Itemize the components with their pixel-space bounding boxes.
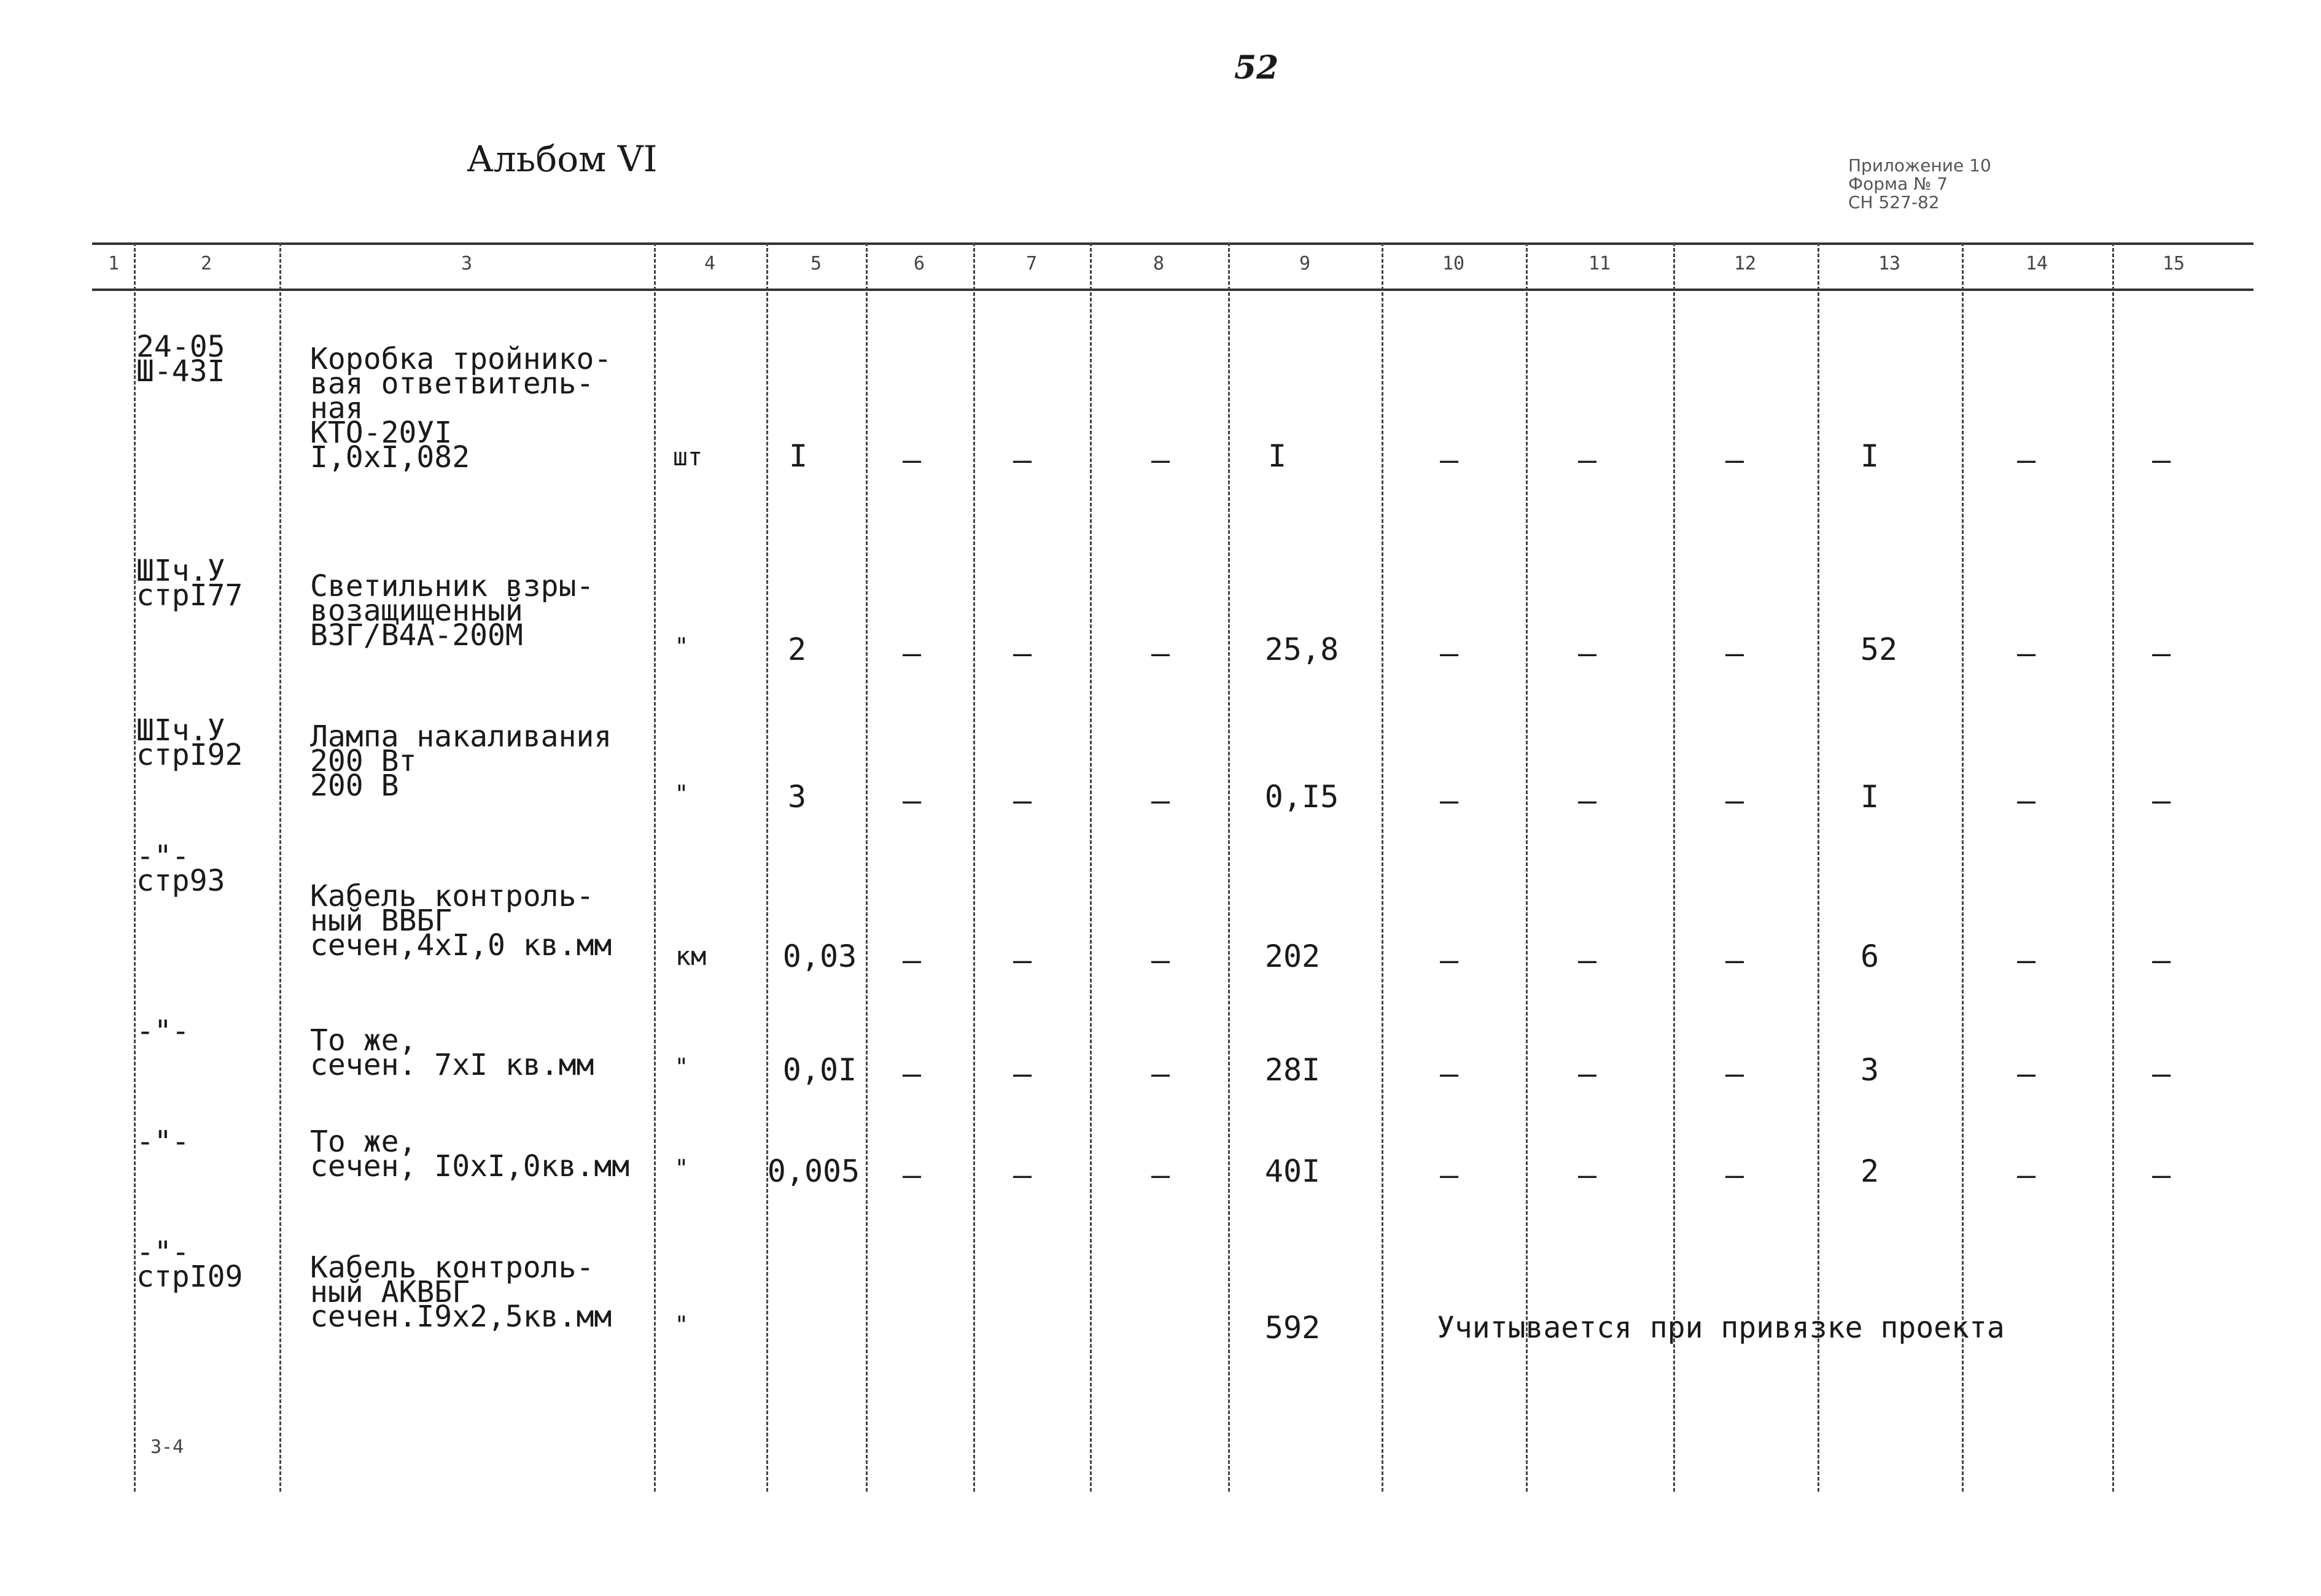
dash-cell: –: [1725, 783, 1744, 818]
dash-cell: –: [2016, 1157, 2036, 1193]
dash-cell: –: [1725, 1157, 1744, 1193]
value-cell: 6: [1860, 939, 1880, 974]
appendix-stamp: [1848, 157, 1991, 212]
ref-cell: -"- стр93: [136, 839, 225, 898]
dash-cell: –: [902, 783, 922, 818]
value-cell: 25,8: [1264, 632, 1339, 667]
dash-cell: –: [1725, 442, 1744, 478]
ref-cell: ШIч.У стрI77: [136, 554, 243, 613]
column-divider: [134, 242, 136, 1492]
column-header: 3: [461, 253, 473, 274]
qty-cell: 0,005: [767, 1153, 860, 1189]
column-header: 4: [704, 253, 716, 274]
dash-cell: –: [2152, 442, 2171, 478]
dash-cell: –: [1439, 783, 1459, 818]
dash-cell: –: [1013, 635, 1032, 671]
appendix-line-1: Приложение 10: [1848, 155, 1991, 176]
column-header: 5: [810, 253, 822, 274]
page-number: 52: [1234, 49, 1279, 87]
dash-cell: –: [1577, 635, 1597, 671]
column-divider: [2112, 242, 2114, 1492]
unit-cell: ": [674, 633, 689, 660]
dash-cell: –: [1439, 635, 1459, 671]
column-divider: [654, 242, 656, 1492]
dash-cell: –: [1577, 442, 1597, 478]
dash-cell: –: [902, 942, 922, 978]
table-top-rule: [92, 242, 2253, 245]
appendix-line-2: Форма № 7: [1848, 174, 1948, 194]
value-cell: I: [1860, 438, 1880, 474]
dash-cell: –: [2016, 1056, 2036, 1091]
dash-cell: –: [1577, 1056, 1597, 1091]
dash-cell: –: [1151, 1157, 1170, 1193]
dash-cell: –: [1013, 783, 1032, 818]
qty-cell: 3: [787, 779, 807, 815]
dash-cell: –: [1725, 635, 1744, 671]
dash-cell: –: [1151, 442, 1170, 478]
column-header: 12: [1733, 253, 1757, 274]
column-header: 9: [1299, 253, 1311, 274]
dash-cell: –: [902, 442, 922, 478]
dash-cell: –: [2016, 442, 2036, 478]
unit-cell: ": [674, 1155, 689, 1182]
dash-cell: –: [1151, 942, 1170, 978]
dash-cell: –: [1151, 783, 1170, 818]
column-divider: [1090, 242, 1092, 1492]
appendix-line-3: СН 527-82: [1848, 192, 1940, 212]
column-header: 6: [913, 253, 925, 274]
dash-cell: –: [2016, 942, 2036, 978]
column-divider: [973, 242, 975, 1492]
column-divider: [1962, 242, 1964, 1492]
dash-cell: –: [1151, 1056, 1170, 1091]
column-header: 8: [1153, 253, 1165, 274]
dash-cell: –: [902, 1157, 922, 1193]
dash-cell: –: [2152, 783, 2171, 818]
column-divider: [1228, 242, 1230, 1492]
qty-cell: 0,0I: [782, 1052, 857, 1088]
dash-cell: –: [2016, 635, 2036, 671]
ref-cell: -"-: [136, 1125, 190, 1159]
qty-cell: I: [788, 438, 808, 474]
note-cell: Учитывается при привязке проекта: [1437, 1311, 2005, 1345]
value-cell: I: [1860, 779, 1880, 815]
column-header: 7: [1025, 253, 1038, 274]
value-cell: 2: [1860, 1153, 1880, 1189]
dash-cell: –: [1013, 1157, 1032, 1193]
dash-cell: –: [1577, 1157, 1597, 1193]
dash-cell: –: [1725, 942, 1744, 978]
dash-cell: –: [1577, 942, 1597, 978]
unit-cell: ": [674, 1053, 689, 1080]
ref-cell: -"-: [136, 1014, 190, 1048]
table-header-rule: [92, 289, 2253, 291]
dash-cell: –: [902, 1056, 922, 1091]
unit-cell: ": [674, 1311, 689, 1338]
dash-cell: –: [1439, 1157, 1459, 1193]
dash-cell: –: [1013, 942, 1032, 978]
column-header: 14: [2025, 253, 2048, 274]
column-header: 11: [1588, 253, 1611, 274]
dash-cell: –: [2152, 1157, 2171, 1193]
dash-cell: –: [1725, 1056, 1744, 1091]
column-divider: [766, 242, 768, 1492]
column-header: 10: [1442, 253, 1465, 274]
name-cell: То же, сечен, I0xI,0кв.мм: [310, 1125, 630, 1183]
unit-cell: км: [675, 941, 707, 971]
ref-cell: -"- стрI09: [136, 1235, 243, 1294]
value-cell: 202: [1264, 939, 1321, 974]
dash-cell: –: [1151, 635, 1170, 671]
column-divider: [1818, 242, 1819, 1492]
column-divider: [1526, 242, 1528, 1492]
dash-cell: –: [1439, 942, 1459, 978]
name-cell: Кабель контроль- ный ВВБГ сечен,4xI,0 кв.мм: [310, 879, 612, 963]
unit-cell: шт: [672, 443, 703, 471]
column-header: 2: [200, 253, 212, 274]
name-cell: Кабель контроль- ный АКВБГ сечен.I9x2,5кв.мм: [310, 1250, 612, 1334]
value-cell: 592: [1264, 1310, 1321, 1346]
column-divider: [1673, 242, 1675, 1492]
ref-cell: 24-05 Ш-43I: [136, 330, 225, 389]
dash-cell: –: [2016, 783, 2036, 818]
dash-cell: –: [902, 635, 922, 671]
dash-cell: –: [1013, 1056, 1032, 1091]
dash-cell: –: [1577, 783, 1597, 818]
value-cell: 52: [1860, 632, 1898, 667]
name-cell: Лампа накаливания 200 Вт 200 В: [310, 719, 612, 803]
column-divider: [1382, 242, 1383, 1492]
qty-cell: 2: [787, 632, 807, 667]
column-divider: [866, 242, 868, 1492]
dash-cell: –: [1439, 1056, 1459, 1091]
value-cell: 0,I5: [1264, 779, 1339, 815]
column-divider: [279, 242, 281, 1492]
dash-cell: –: [2152, 942, 2171, 978]
name-cell: Светильник взры- возащищенный ВЗГ/В4А-200М: [310, 569, 594, 653]
column-header: 13: [1878, 253, 1901, 274]
unit-cell: ": [674, 780, 689, 807]
footer-mark: 3-4: [150, 1436, 184, 1458]
dash-cell: –: [2152, 635, 2171, 671]
value-cell: 3: [1860, 1052, 1880, 1088]
ref-cell: ШIч.У стрI92: [136, 713, 243, 772]
album-title: Альбом VI: [467, 138, 658, 180]
column-header: 1: [107, 253, 120, 274]
name-cell: То же, сечен. 7xI кв.мм: [310, 1023, 594, 1082]
value-cell: 28I: [1264, 1052, 1321, 1088]
value-cell: 40I: [1264, 1153, 1321, 1189]
dash-cell: –: [1439, 442, 1459, 478]
qty-cell: 0,03: [782, 939, 857, 974]
name-cell: Коробка тройнико- вая ответвитель- ная КТО-20УI I,0xI,082: [310, 342, 612, 475]
column-header: 15: [2162, 253, 2185, 274]
dash-cell: –: [2152, 1056, 2171, 1091]
value-cell: I: [1267, 438, 1287, 474]
dash-cell: –: [1013, 442, 1032, 478]
